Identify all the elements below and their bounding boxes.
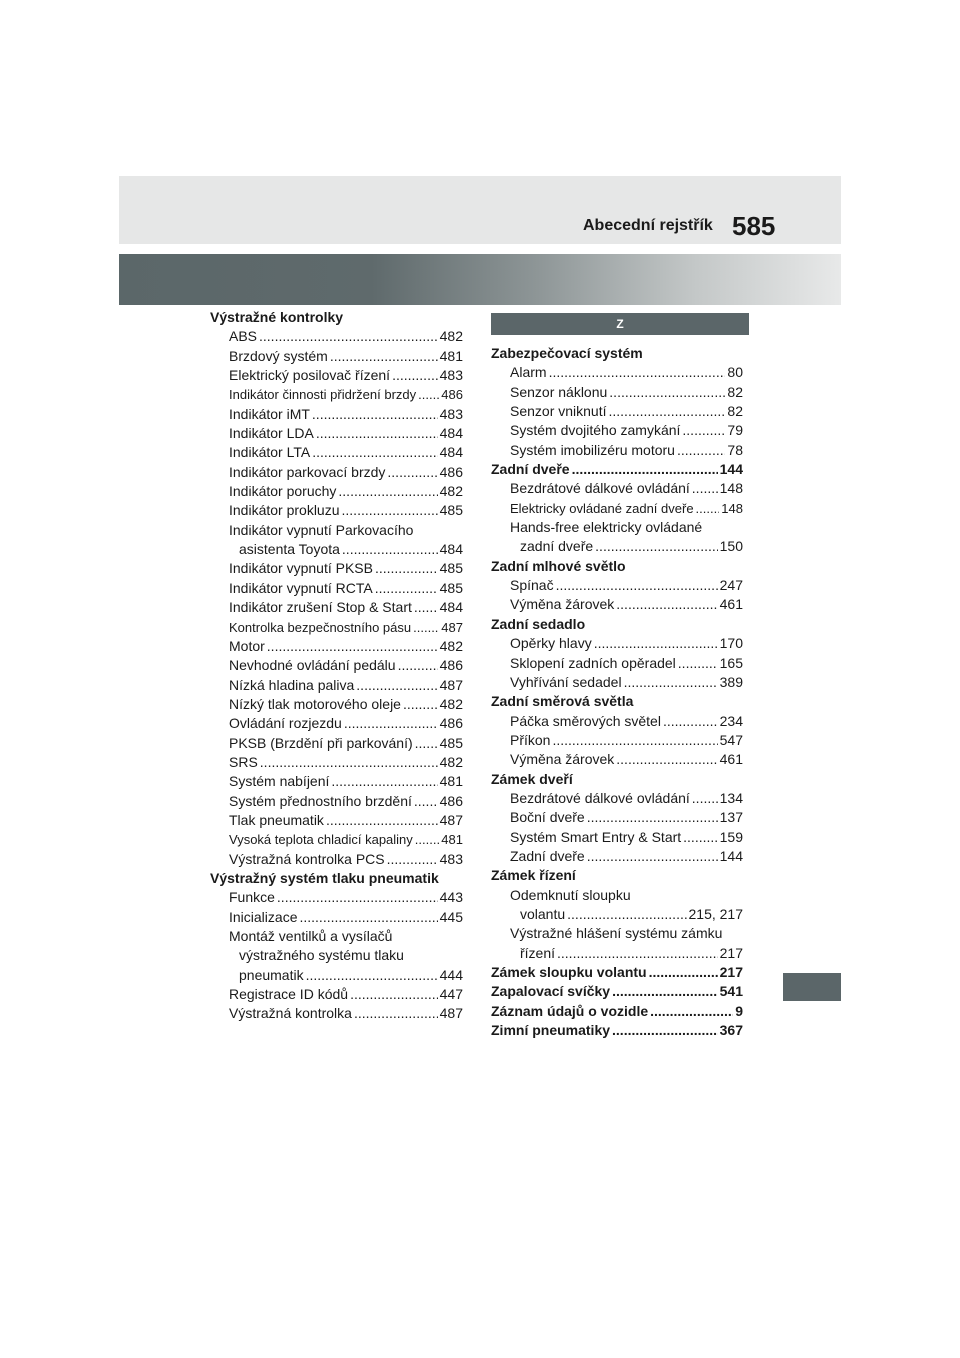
index-entry-label: zadní dveře: [520, 538, 594, 555]
index-entry: [491, 402, 743, 421]
index-entry-page: 482: [439, 637, 463, 654]
index-entry-label: Indikátor prokluzu: [229, 502, 340, 519]
index-entry-label: řízení: [520, 944, 556, 961]
dot-leader: [572, 460, 718, 479]
index-entry-label: Boční dveře: [510, 809, 585, 826]
index-heading: [210, 869, 463, 888]
index-entry-page: 447: [439, 986, 463, 1003]
index-entry-label: volantu: [520, 905, 566, 922]
index-entry-page: 486: [439, 463, 463, 480]
dot-leader: [549, 363, 726, 382]
index-entry-label: Zadní mlhové světlo: [491, 557, 626, 574]
index-entry: [491, 479, 743, 498]
dot-leader: [299, 908, 437, 927]
dot-leader: [354, 1004, 438, 1023]
dot-leader: [398, 656, 438, 675]
index-entry-label: Systém dvojitého zamykání: [510, 422, 681, 439]
index-entry: [210, 482, 463, 501]
index-entry-page: 78: [727, 441, 743, 458]
index-heading: [491, 1021, 743, 1040]
index-heading: [491, 1002, 743, 1021]
index-entry: [210, 714, 463, 733]
index-entry-page: 82: [727, 383, 743, 400]
dot-leader: [342, 501, 438, 520]
index-entry-label: Nízká hladina paliva: [229, 676, 355, 693]
index-entry-label: Elektrický posilovač řízení: [229, 367, 391, 384]
index-entry-page: 483: [439, 367, 463, 384]
index-entry-page: 486: [439, 792, 463, 809]
index-entry-label: Zámek sloupku volantu: [491, 964, 647, 980]
index-entry-label: pneumatik: [239, 966, 304, 983]
index-entry-label: Indikátor poruchy: [229, 483, 337, 500]
dot-leader: [403, 695, 438, 714]
chapter-thumb-tab: [783, 973, 841, 1001]
index-entry-page: 485: [439, 579, 463, 596]
index-entry-page: 486: [439, 715, 463, 732]
index-entry-page: 234: [719, 712, 743, 729]
index-entry-label: Systém přednostního brzdění: [229, 792, 412, 809]
index-entry-page: 484: [439, 425, 463, 442]
index-heading: [491, 557, 743, 576]
index-entry-page: 9: [735, 1002, 743, 1019]
index-entry-label: Opěrky hlavy: [510, 635, 592, 652]
index-entry-page: 389: [719, 673, 743, 690]
index-entry-page: 482: [439, 328, 463, 345]
index-entry-page: 82: [727, 403, 743, 420]
index-entry-label: Bezdrátové dálkové ovládání: [510, 789, 690, 806]
index-entry-page: 79: [727, 422, 743, 439]
dot-leader: [612, 1021, 718, 1040]
index-entry-label: Výstražná kontrolka: [229, 1005, 352, 1022]
index-column-left: [210, 308, 463, 1024]
dot-leader: [259, 327, 438, 346]
index-entry: [491, 847, 743, 866]
index-entry-page: 144: [719, 847, 743, 864]
index-entry: [491, 421, 743, 440]
dot-leader: [414, 792, 438, 811]
dot-leader: [557, 944, 718, 963]
index-entry-label: Výměna žárovek: [510, 596, 615, 613]
index-entry-page: 137: [719, 809, 743, 826]
index-entry-label: Systém imobilizéru motoru: [510, 441, 675, 458]
index-entry-page: 482: [439, 483, 463, 500]
dot-leader: [415, 830, 440, 849]
index-entry: [210, 501, 463, 520]
index-entry: [491, 634, 743, 653]
dot-leader: [331, 772, 437, 791]
index-entry-label: Indikátor LTA: [229, 444, 311, 461]
index-entry-page: 486: [439, 657, 463, 674]
index-entry-label: Zapalovací svíčky: [491, 983, 611, 1000]
index-entry-page: 148: [719, 480, 743, 497]
index-entry-label: výstražného systému tlaku: [239, 947, 404, 964]
index-entry-page: 144: [719, 461, 743, 478]
index-entry: [210, 347, 463, 366]
index-entry-page: 485: [439, 502, 463, 519]
dot-leader: [350, 985, 438, 1004]
index-entry-page: 215, 217: [688, 905, 743, 922]
index-entry-page: 547: [719, 731, 743, 748]
index-entry-page: 445: [439, 908, 463, 925]
index-entry-label: Indikátor vypnutí Parkovacího: [229, 521, 414, 538]
index-heading: [491, 770, 743, 789]
index-entry-label: Indikátor parkovací brzdy: [229, 463, 386, 480]
index-entry-label: Indikátor zrušení Stop & Start: [229, 599, 412, 616]
index-entry-label: Výstražná kontrolka PCS: [229, 850, 385, 867]
index-entry-page: 367: [719, 1022, 743, 1039]
dot-leader: [616, 750, 717, 769]
dot-leader: [649, 963, 718, 982]
index-entry-label: Nevhodné ovládání pedálu: [229, 657, 396, 674]
index-entry: [210, 405, 463, 424]
index-entry-label: Hands-free elektricky ovládané: [510, 519, 703, 536]
dot-leader: [692, 479, 718, 498]
dot-leader: [338, 482, 437, 501]
index-entry-label: Brzdový systém: [229, 347, 328, 364]
index-entry: [210, 676, 463, 695]
index-entry: [210, 811, 463, 830]
index-entry-page: 247: [719, 577, 743, 594]
dot-leader: [330, 347, 438, 366]
index-entry: [210, 908, 463, 927]
index-entry-page: 482: [439, 695, 463, 712]
index-entry: [491, 576, 743, 595]
index-entry-label: Elektricky ovládané zadní dveře: [510, 500, 694, 516]
index-entry-label: Zadní dveře: [510, 847, 585, 864]
index-entry-page: 134: [719, 789, 743, 806]
index-heading: [491, 344, 743, 363]
index-entry: [210, 327, 463, 346]
index-entry: [210, 540, 463, 559]
index-entry: [491, 905, 743, 924]
index-entry-label: Zámek řízení: [491, 867, 576, 884]
dot-leader: [418, 385, 439, 404]
index-heading: [491, 982, 743, 1001]
index-entry-label: Funkce: [229, 889, 275, 906]
index-heading: [491, 460, 743, 479]
index-entry: [491, 654, 743, 673]
dot-leader: [683, 828, 717, 847]
index-entry-page: 481: [439, 773, 463, 790]
index-entry-label: Indikátor vypnutí RCTA: [229, 579, 373, 596]
index-entry-page: 461: [719, 751, 743, 768]
index-entry-page: 484: [439, 444, 463, 461]
dot-leader: [552, 731, 717, 750]
dot-leader: [587, 808, 718, 827]
decorative-gradient-band: [119, 254, 841, 305]
index-entry-label: Bezdrátové dálkové ovládání: [510, 480, 690, 497]
index-entry: [491, 363, 743, 382]
index-entry: [491, 518, 743, 537]
index-entry: [210, 753, 463, 772]
dot-leader: [312, 443, 437, 462]
index-entry: [210, 463, 463, 482]
index-entry: [210, 385, 463, 404]
index-entry-label: Výstražné kontrolky: [210, 309, 344, 325]
index-entry-page: 485: [439, 734, 463, 751]
dot-leader: [682, 421, 725, 440]
index-entry: [210, 927, 463, 946]
index-heading: [491, 615, 743, 634]
index-entry: [210, 424, 463, 443]
index-entry: [491, 944, 743, 963]
index-entry-label: SRS: [229, 753, 258, 770]
index-entry-label: Výměna žárovek: [510, 751, 615, 768]
dot-leader: [306, 966, 438, 985]
index-entry-page: 170: [719, 635, 743, 652]
index-entry-label: Ovládání rozjezdu: [229, 715, 342, 732]
index-entry-label: Indikátor LDA: [229, 425, 314, 442]
index-entry: [210, 598, 463, 617]
index-entry-label: Montáž ventilků a vysílačů: [229, 928, 393, 944]
dot-leader: [567, 905, 686, 924]
index-entry-label: Senzor náklonu: [510, 383, 608, 400]
index-entry: [210, 888, 463, 907]
index-entry-page: 487: [441, 619, 463, 635]
index-entry: [210, 985, 463, 1004]
index-entry-page: 483: [439, 850, 463, 867]
index-entry: [210, 792, 463, 811]
dot-leader: [609, 402, 726, 421]
index-entry-page: 159: [719, 828, 743, 845]
index-entry-page: 217: [719, 964, 743, 980]
index-entry-label: Motor: [229, 637, 265, 654]
index-entry-label: Systém Smart Entry & Start: [510, 828, 682, 845]
index-entry: [210, 521, 463, 540]
index-entry-label: Výstražné hlášení systému zámku: [510, 925, 723, 942]
index-entry-page: 484: [439, 599, 463, 616]
dot-leader: [677, 441, 725, 460]
index-entry-label: Indikátor vypnutí PKSB: [229, 560, 373, 577]
index-entry-label: Odemknutí sloupku: [510, 886, 631, 903]
index-entry: [210, 695, 463, 714]
index-entry-label: Inicializace: [229, 908, 298, 925]
index-entry-page: 487: [439, 1005, 463, 1022]
index-entry-label: Systém nabíjení: [229, 773, 330, 790]
index-entry-label: Páčka směrových světel: [510, 712, 661, 729]
index-entry-page: 541: [719, 983, 743, 1000]
dot-leader: [387, 850, 438, 869]
index-entry: [210, 656, 463, 675]
dot-leader: [556, 576, 718, 595]
index-heading: [491, 866, 743, 885]
dot-leader: [312, 405, 438, 424]
index-entry: [210, 579, 463, 598]
dot-leader: [344, 714, 438, 733]
index-entry-page: 150: [719, 538, 743, 555]
index-entry-label: Spínač: [510, 577, 554, 594]
page-number: 585: [732, 211, 776, 241]
index-entry: [210, 734, 463, 753]
index-entry-label: Vysoká teplota chladicí kapaliny: [229, 832, 413, 848]
dot-leader: [678, 654, 718, 673]
index-entry-label: Záznam údajů o vozidle: [491, 1002, 649, 1019]
dot-leader: [392, 366, 438, 385]
dot-leader: [375, 579, 438, 598]
index-entry-page: 486: [441, 387, 463, 403]
index-entry-page: 487: [439, 811, 463, 828]
index-entry: [491, 828, 743, 847]
index-entry-page: 443: [439, 889, 463, 906]
index-column-right: [491, 344, 743, 1040]
index-entry: [210, 443, 463, 462]
index-entry: [210, 830, 463, 849]
dot-leader: [326, 811, 438, 830]
index-entry-page: 483: [439, 405, 463, 422]
dot-leader: [342, 540, 438, 559]
dot-leader: [650, 1002, 733, 1021]
index-entry-label: Zimní pneumatiky: [491, 1022, 611, 1039]
index-entry-label: Zadní dveře: [491, 461, 570, 478]
dot-leader: [267, 637, 438, 656]
index-entry: [210, 966, 463, 985]
index-entry-page: 484: [439, 541, 463, 558]
index-entry-label: PKSB (Brzdění při parkování): [229, 734, 413, 751]
index-entry: [491, 595, 743, 614]
index-entry-label: Zámek dveří: [491, 770, 573, 787]
index-entry-label: Tlak pneumatik: [229, 811, 324, 828]
index-entry-page: 485: [439, 560, 463, 577]
index-entry-label: ABS: [229, 328, 258, 345]
dot-leader: [624, 673, 718, 692]
index-entry: [210, 850, 463, 869]
index-entry: [491, 789, 743, 808]
index-entry-label: Sklopení zadních opěradel: [510, 654, 676, 671]
index-heading: [491, 963, 743, 982]
section-title: Abecední rejstřík: [583, 217, 713, 234]
index-entry-label: Registrace ID kódů: [229, 986, 349, 1003]
index-entry-label: Výstražný systém tlaku pneumatik: [210, 869, 439, 886]
index-entry: [491, 886, 743, 905]
index-entry-page: 461: [719, 596, 743, 613]
index-entry-label: Alarm: [510, 364, 547, 381]
index-heading: [210, 308, 463, 327]
index-entry: [491, 808, 743, 827]
index-entry: [210, 637, 463, 656]
dot-leader: [696, 499, 720, 518]
index-entry-label: Nízký tlak motorového oleje: [229, 695, 401, 712]
index-entry-label: Indikátor iMT: [229, 405, 310, 422]
dot-leader: [414, 598, 438, 617]
index-entry: [491, 441, 743, 460]
index-entry-page: 217: [719, 944, 743, 961]
dot-leader: [587, 847, 718, 866]
index-entry: [210, 946, 463, 965]
index-entry-page: 481: [441, 832, 463, 848]
dot-leader: [692, 789, 718, 808]
index-entry: [491, 383, 743, 402]
index-entry-label: Indikátor činnosti přidržení brzdy: [229, 387, 417, 403]
dot-leader: [356, 676, 437, 695]
index-entry-label: Kontrolka bezpečnostního pásu: [229, 619, 412, 635]
index-entry: [491, 750, 743, 769]
index-entry: [210, 772, 463, 791]
dot-leader: [277, 888, 438, 907]
dot-leader: [375, 559, 438, 578]
dot-leader: [415, 734, 438, 753]
index-entry-page: 444: [439, 966, 463, 983]
dot-leader: [616, 595, 717, 614]
index-entry: [491, 673, 743, 692]
index-entry-page: 481: [439, 347, 463, 364]
dot-leader: [316, 424, 438, 443]
index-entry-page: 482: [439, 753, 463, 770]
dot-leader: [260, 753, 438, 772]
dot-leader: [594, 634, 718, 653]
index-entry-page: 80: [727, 364, 743, 381]
index-entry-label: Zabezpečovací systém: [491, 345, 643, 361]
index-entry: [210, 559, 463, 578]
index-entry: [491, 924, 743, 943]
index-entry-label: Senzor vniknutí: [510, 403, 607, 420]
index-entry-page: 148: [721, 500, 743, 516]
dot-leader: [612, 982, 718, 1001]
index-entry-page: 165: [719, 654, 743, 671]
index-entry-label: Vyhřívání sedadel: [510, 673, 622, 690]
index-entry: [210, 618, 463, 637]
index-entry: [210, 366, 463, 385]
dot-leader: [609, 383, 725, 402]
dot-leader: [663, 712, 718, 731]
index-entry: [491, 731, 743, 750]
index-entry-page: 487: [439, 676, 463, 693]
index-entry-label: Zadní směrová světla: [491, 693, 634, 710]
index-entry-label: asistenta Toyota: [239, 541, 340, 558]
dot-leader: [413, 618, 439, 637]
index-entry: [491, 712, 743, 731]
index-entry-label: Zadní sedadlo: [491, 615, 586, 632]
index-entry: [491, 499, 743, 518]
dot-leader: [595, 537, 717, 556]
letter-section-header: Z: [491, 313, 749, 335]
dot-leader: [387, 463, 437, 482]
index-entry: [491, 537, 743, 556]
index-entry-label: Příkon: [510, 731, 551, 748]
index-heading: [491, 692, 743, 711]
index-entry: [210, 1004, 463, 1023]
